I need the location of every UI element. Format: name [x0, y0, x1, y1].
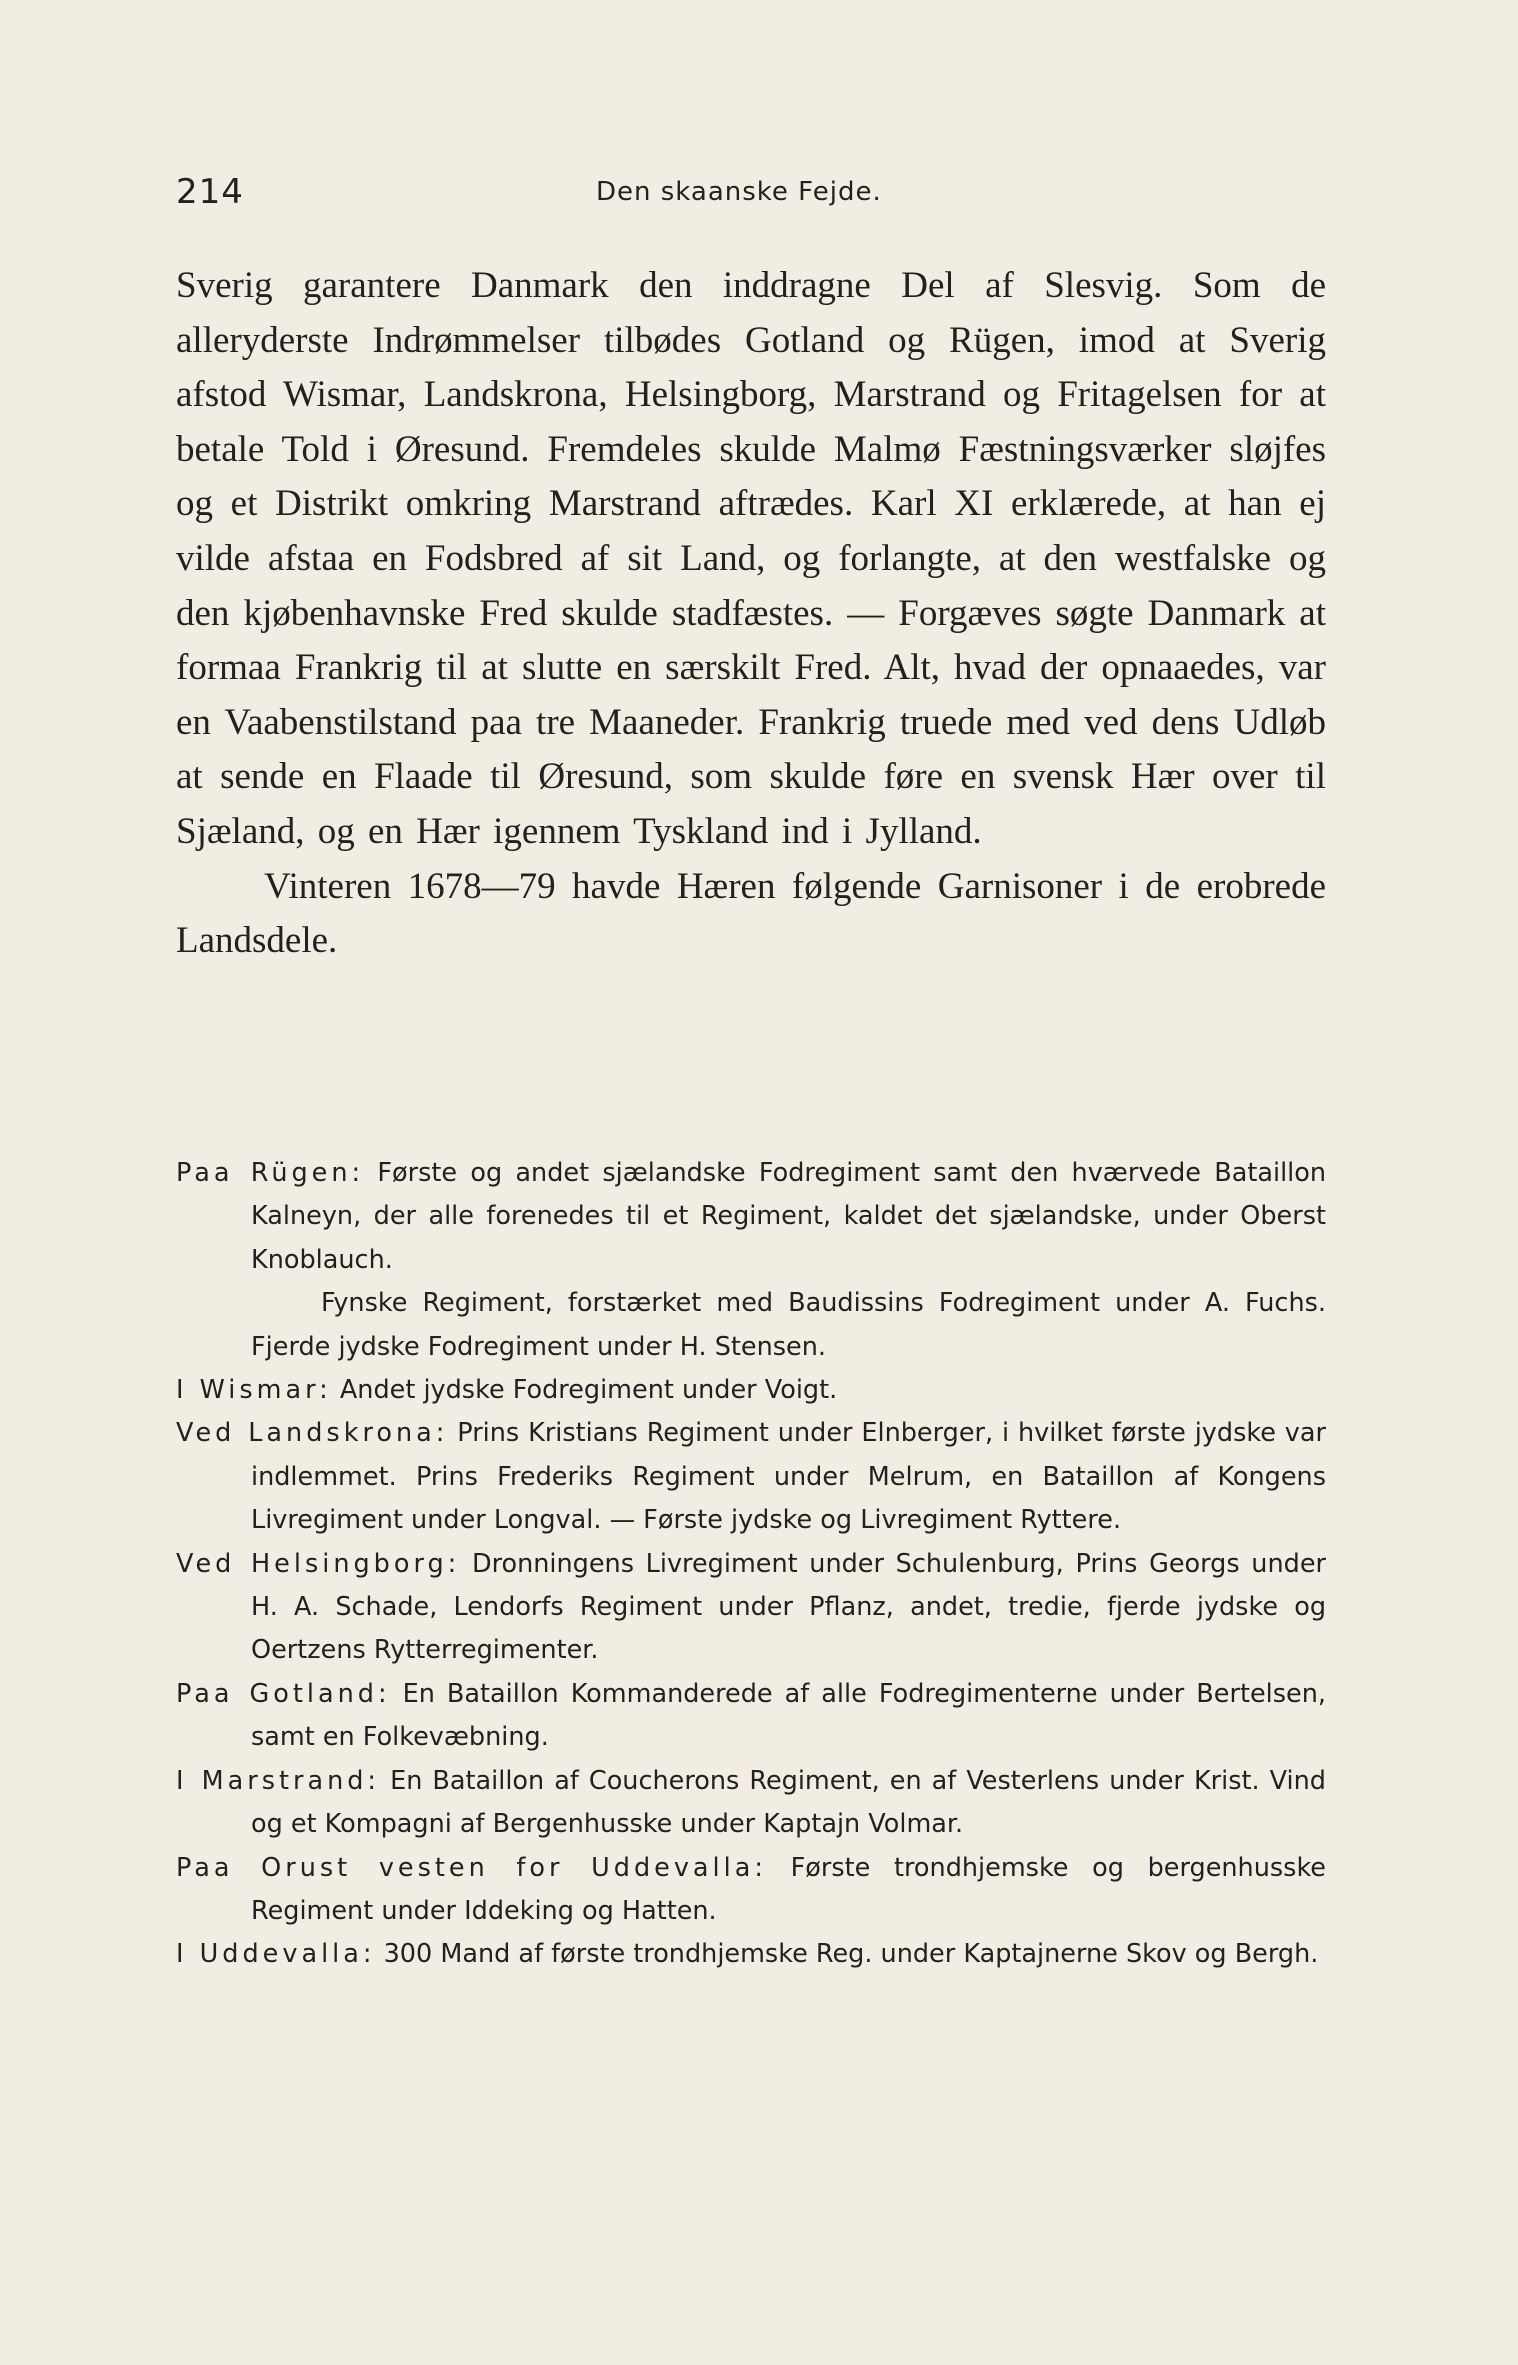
garrison-text: En Bataillon Kommanderede af alle Fodregimenterne under Bertelsen, samt en Folkevæbning. [251, 1678, 1326, 1753]
garrison-text: Første og andet sjælandske Fodregiment samt den hværvede Bataillon Kalneyn, der alle forenedes til et Regiment, kaldet det sjælandske, under Oberst Knoblauch. [251, 1158, 1327, 1275]
garrison-text: Dronningens Livregiment under Schulenburg, Prins Georgs under H. A. Schade, Lendorfs Regiment under Pflanz, andet, tredie, fjerde jydske og Oertzens Rytterregimenter. [251, 1548, 1326, 1666]
garrison-text: Andet jydske Fodregiment under Voigt. [339, 1375, 838, 1406]
garrison-text: 300 Mand af første trondhjemske Reg. under Kaptajnerne Skov og Bergh. [383, 1939, 1319, 1970]
main-text [176, 259, 1326, 969]
garrison-place: Paa Rügen: [176, 1158, 365, 1188]
garrison-entry-uddevalla [176, 1933, 1326, 1976]
garrison-place: I Uddevalla: [176, 1939, 376, 1970]
garrison-list [176, 1152, 1326, 1977]
garrison-place: I Marstrand: [176, 1765, 381, 1796]
page-header [176, 172, 1326, 222]
page-number: 214 [176, 172, 244, 212]
garrison-text: Fynske Regiment, forstærket med Baudissins Fodregiment under A. Fuchs. Fjerde jydske Fodregiment under H. Stensen. [251, 1288, 1326, 1362]
garrison-place: Ved Landskrona: [176, 1418, 449, 1449]
garrison-entry-landskrona [176, 1412, 1326, 1542]
garrison-place: Ved Helsingborg: [176, 1548, 461, 1579]
garrison-text: Prins Kristians Regiment under Elnberger, i hvilket første jydske var indlemmet. Prins Frederiks Regiment under Melrum, en Bataillon af Kongens Livregiment under Longval. — Første jydske og Livregiment Ryttere. [251, 1418, 1327, 1536]
garrison-place: Paa Gotland: [176, 1678, 391, 1709]
garrison-entry-orust [176, 1847, 1326, 1934]
garrison-place: Paa Orust vesten for Uddevalla: [176, 1852, 767, 1883]
paragraph: Vinteren 1678—79 havde Hæren følgende Garnisoner i de erobrede Landsdele. [176, 865, 1326, 962]
garrison-entry-rugen [176, 1152, 1326, 1282]
garrison-entry-wismar [176, 1369, 1326, 1412]
running-title: Den skaanske Fejde. [596, 177, 882, 207]
garrison-entry-marstrand [176, 1760, 1326, 1847]
garrison-entry-gotland [176, 1673, 1326, 1760]
garrison-text: En Bataillon af Coucherons Regiment, en af Vesterlens under Krist. Vind og et Kompagni af Bergenhusske under Kaptajn Volmar. [251, 1765, 1326, 1840]
garrison-entry-rugen-continued [176, 1282, 1326, 1369]
garrison-entry-helsingborg [176, 1543, 1326, 1673]
paragraph: Sverig garantere Danmark den inddragne Del af Slesvig. Som de alleryderste Indrømmelser tilbødes Gotland og Rügen, imod at Sverig afstod Wismar, Landskrona, Helsingborg, Marstrand og Fritagelsen for at betale Told i Øresund. Fremdeles skulde Malmø Fæstningsværker sløjfes og et Distrikt omkring Marstrand aftrædes. Karl XI erklærede, at han ej vilde afstaa en Fodsbred af sit Land, og forlangte, at den westfalske og den kjøbenhavnske Fred skulde stadfæstes. — Forgæves søgte Danmark at formaa Frankrig til at slutte en særskilt Fred. Alt, hvad der opnaaedes, var en Vaabenstilstand paa tre Maaneder. Frankrig truede med ved dens Udløb at sende en Flaade til Øresund, som skulde føre en svensk Hær over til Sjæland, og en Hær igennem Tyskland ind i Jylland. [176, 265, 1326, 852]
garrison-place: I Wismar: [176, 1375, 332, 1406]
garrison-text: Første trondhjemske og bergenhusske Regiment under Iddeking og Hatten. [251, 1852, 1326, 1926]
